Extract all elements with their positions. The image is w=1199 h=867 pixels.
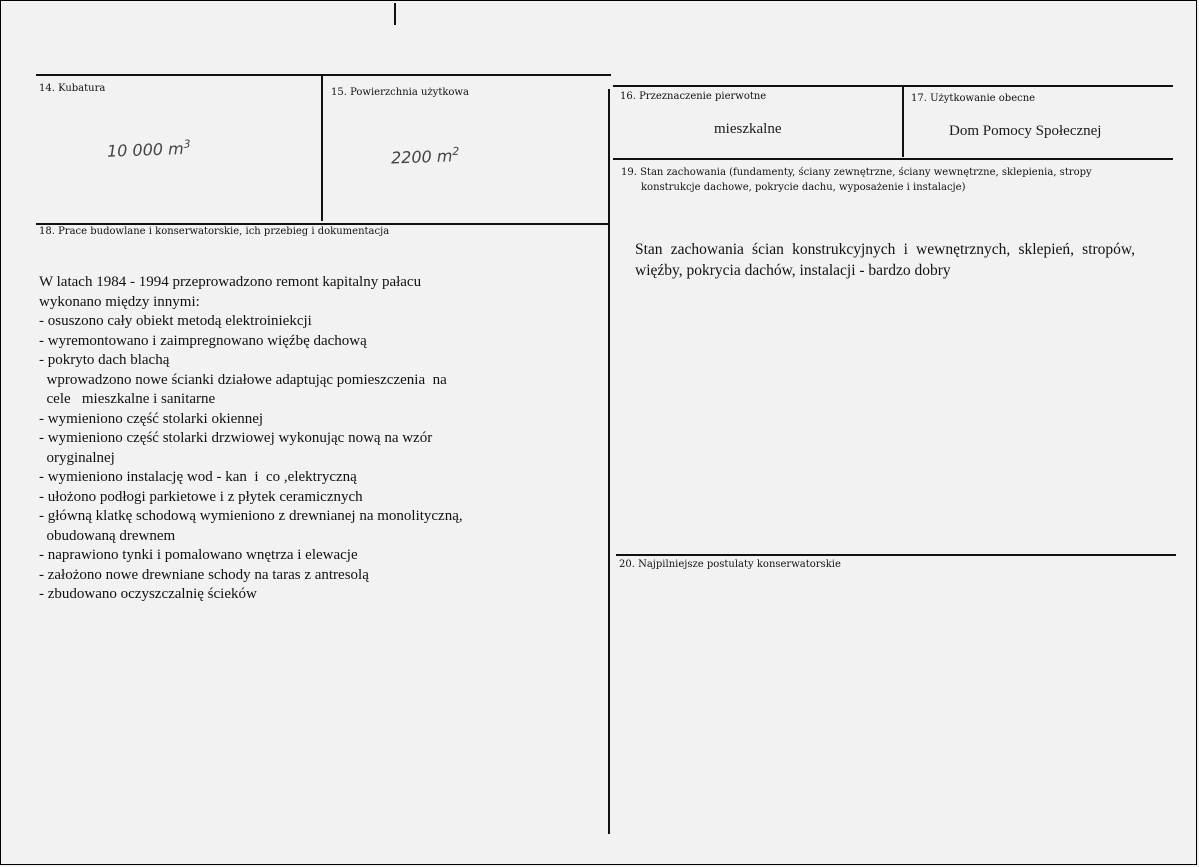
works-line: - wymieniono część stolarki okiennej bbox=[39, 410, 264, 427]
rule-above-18 bbox=[36, 223, 608, 225]
field-16-value: mieszkalne bbox=[714, 121, 782, 137]
field-14-unit: m bbox=[167, 139, 185, 159]
field-16-label: 16. Przeznaczenie pierwotne bbox=[620, 91, 767, 102]
works-line: obudowaną drewnem bbox=[39, 527, 176, 544]
field-14-exponent: 3 bbox=[183, 137, 191, 151]
top-tick-mark bbox=[394, 3, 396, 25]
works-line: - osuszono cały obiekt metodą elektroiniekcji bbox=[39, 313, 312, 329]
works-line: cele mieszkalne i sanitarne bbox=[39, 391, 216, 407]
works-line: wykonano między innymi: bbox=[39, 293, 200, 310]
field-15-number: 2200 bbox=[390, 147, 433, 168]
field-20-label: 20. Najpilniejsze postulaty konserwatorskie bbox=[619, 559, 841, 570]
field-15-unit: m bbox=[436, 146, 453, 166]
field-14-number: 10 000 bbox=[106, 139, 164, 161]
rule-top-left bbox=[36, 74, 611, 76]
field-15-value bbox=[391, 145, 460, 168]
divider-14-15 bbox=[321, 76, 323, 221]
field-17-value: Dom Pomocy Społecznej bbox=[949, 123, 1102, 139]
rule-above-20 bbox=[616, 554, 1176, 556]
works-line: - pokryto dach blachą bbox=[39, 352, 170, 368]
field-14-value bbox=[107, 138, 191, 161]
works-line: wprowadzono nowe ścianki działowe adaptując pomieszczenia na bbox=[39, 371, 447, 388]
works-line: - wyremontowano i zaimpregnowano więźbę dachową bbox=[39, 332, 367, 349]
works-line: - główną klatkę schodową wymieniono z drewnianej na monolityczną, bbox=[39, 508, 463, 524]
rule-top-right bbox=[613, 85, 1173, 87]
works-line: W latach 1984 - 1994 przeprowadzono remont kapitalny pałacu bbox=[39, 274, 422, 290]
rule-above-19 bbox=[613, 158, 1173, 160]
works-line: - zbudowano oczyszczalnię ścieków bbox=[39, 586, 257, 602]
field-19-label-line2: konstrukcje dachowe, pokrycie dachu, wyposażenie i instalacje) bbox=[641, 182, 966, 193]
field-15-exponent: 2 bbox=[452, 144, 460, 159]
field-19-label-line1: 19. Stan zachowania (fundamenty, ściany zewnętrzne, ściany wewnętrzne, sklepienia, stropy bbox=[621, 167, 1092, 178]
works-line: - ułożono podłogi parkietowe i z płytek ceramicznych bbox=[39, 488, 363, 505]
works-line: - wymieniono instalację wod - kan i co ,elektryczną bbox=[39, 469, 357, 485]
works-line: - wymieniono część stolarki drzwiowej wykonując nową na wzór bbox=[39, 430, 433, 446]
field-14-label: 14. Kubatura bbox=[39, 83, 106, 94]
works-line: - naprawiono tynki i pomalowano wnętrza i elewacje bbox=[39, 547, 358, 563]
field-17-label: 17. Użytkowanie obecne bbox=[911, 93, 1036, 104]
works-line: - założono nowe drewniane schody na taras z antresolą bbox=[39, 566, 369, 583]
divider-main bbox=[608, 89, 610, 834]
field-15-label: 15. Powierzchnia użytkowa bbox=[331, 87, 469, 98]
divider-16-17 bbox=[902, 87, 904, 157]
field-18-text bbox=[39, 273, 463, 605]
field-19-text: Stan zachowania ścian konstrukcyjnych i wewnętrznych, sklepień, stropów, więźby, pokrycia dachów, instalacji - bardzo dobry bbox=[635, 241, 1135, 279]
works-line: oryginalnej bbox=[39, 449, 115, 466]
field-18-label: 18. Prace budowlane i konserwatorskie, ich przebieg i dokumentacja bbox=[39, 226, 390, 237]
